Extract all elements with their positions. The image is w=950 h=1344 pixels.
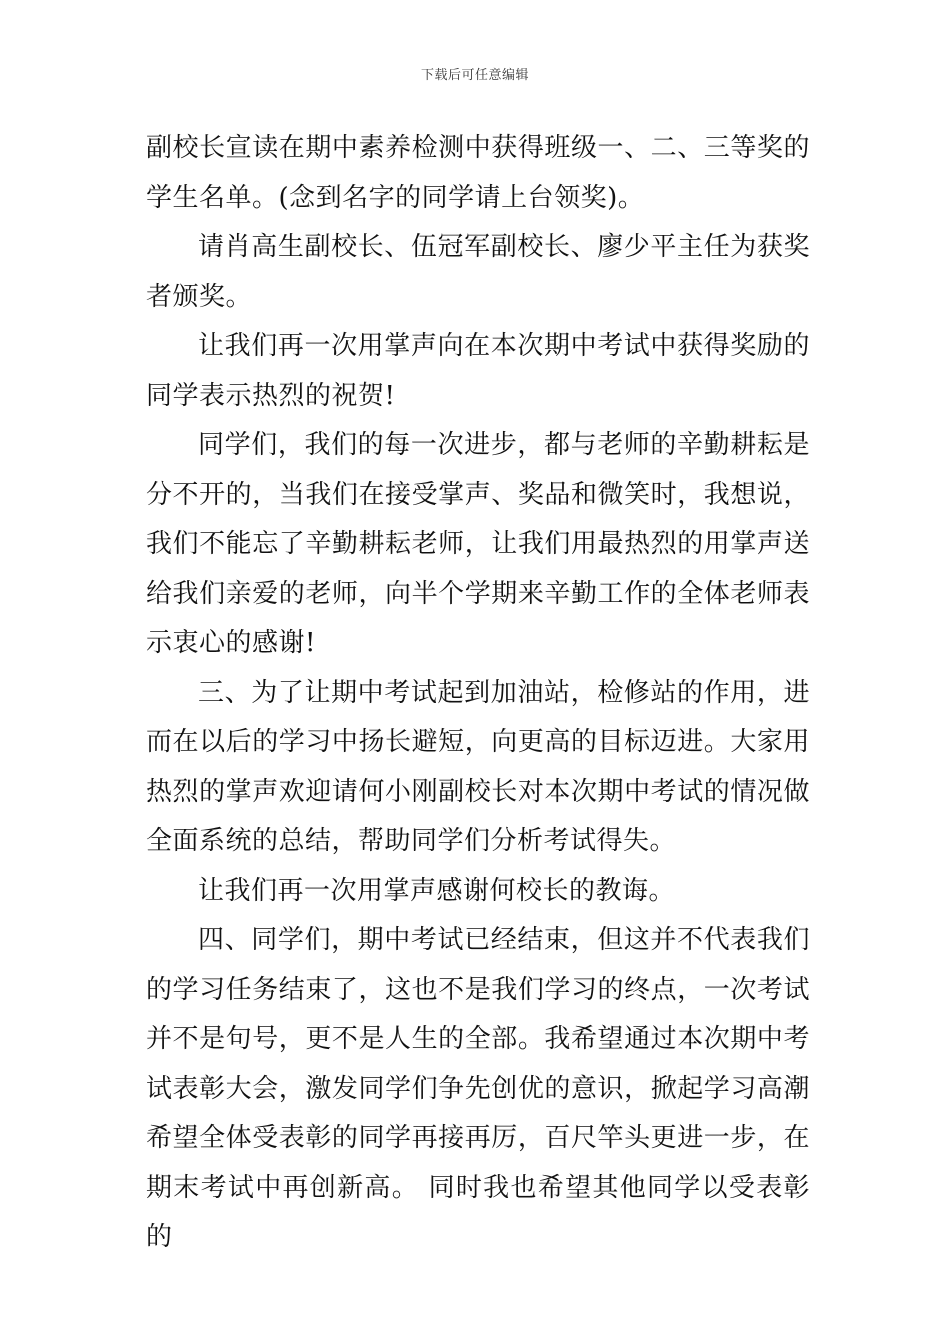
paragraph-award-list: 副校长宣读在期中素养检测中获得班级一、二、三等奖的学生名单。(念到名字的同学请上台领奖)。 (146, 133, 810, 213)
paragraph-present-awards: 请肖高生副校长、伍冠军副校长、廖少平主任为获奖者颁奖。 (146, 232, 810, 312)
paragraph-section-three: 三、为了让期中考试起到加油站，检修站的作用，进而在以后的学习中扬长避短，向更高的目标迈进。大家用热烈的掌声欢迎请何小刚副校长对本次期中考试的情况做全面系统的总结，帮助同学们分析考试得失。 (146, 677, 810, 856)
paragraph-section-four: 四、同学们，期中考试已经结束，但这并不代表我们的学习任务结束了，这也不是我们学习的终点，一次考试并不是句号，更不是人生的全部。我希望通过本次期中考试表彰大会，激发同学们争先创优的意识，掀起学习高潮希望全体受表彰的同学再接再厉，百尺竿头更进一步，在期末考试中再创新高。 同时我也希望其他同学以受表彰的 (146, 925, 810, 1252)
page-header: 下载后可任意编辑 (420, 68, 529, 83)
paragraph-thank-teachers: 同学们，我们的每一次进步，都与老师的辛勤耕耘是分不开的，当我们在接受掌声、奖品和微笑时，我想说，我们不能忘了辛勤耕耘老师，让我们用最热烈的用掌声送给我们亲爱的老师，向半个学期来辛勤工作的全体老师表示衷心的感谢! (146, 430, 810, 658)
paragraph-congratulate: 让我们再一次用掌声向在本次期中考试中获得奖励的同学表示热烈的祝贺! (146, 331, 810, 411)
document-body (146, 124, 810, 1263)
paragraph-thank-principal: 让我们再一次用掌声感谢何校长的教诲。 (198, 875, 676, 906)
